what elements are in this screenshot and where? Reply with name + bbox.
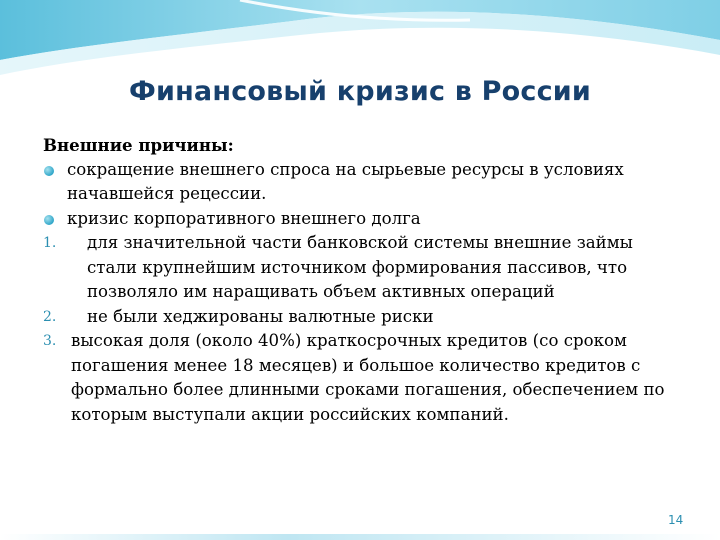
bullet-text: кризис корпоративного внешнего долга [67,208,421,228]
item-number: 1. [43,235,57,251]
page-number: 14 [668,513,684,527]
item-text: для значительной части банковской системы внешние займы стали крупнейшим источником формирования пассивов, что позволяло им наращивать объем активных операций [87,233,633,301]
footer-line [0,534,720,540]
numbered-item [43,329,683,427]
bullet-dot-icon [44,215,54,225]
section-heading: Внешние причины: [43,135,234,155]
item-text: высокая доля (около 40%) краткосрочных кредитов (со сроком погашения менее 18 месяцев) и большое количество кредитов с формально более длинными сроками погашения, обеспечением по которым выступали акции российских компаний. [71,331,665,424]
bullet-dot-icon [44,166,54,176]
item-text: не были хеджированы валютные риски [87,306,434,326]
numbered-item [43,231,683,305]
bullet-item [43,207,683,232]
item-number: 2. [43,308,57,325]
bullet-text: сокращение внешнего спроса на сырьевые ресурсы в условиях начавшейся рецессии. [67,159,624,203]
numbered-item [43,305,683,330]
item-number: 3. [43,333,57,349]
slide-title: Финансовый кризис в России [128,76,592,107]
bullet-item [43,158,683,207]
slide-body [43,133,683,427]
